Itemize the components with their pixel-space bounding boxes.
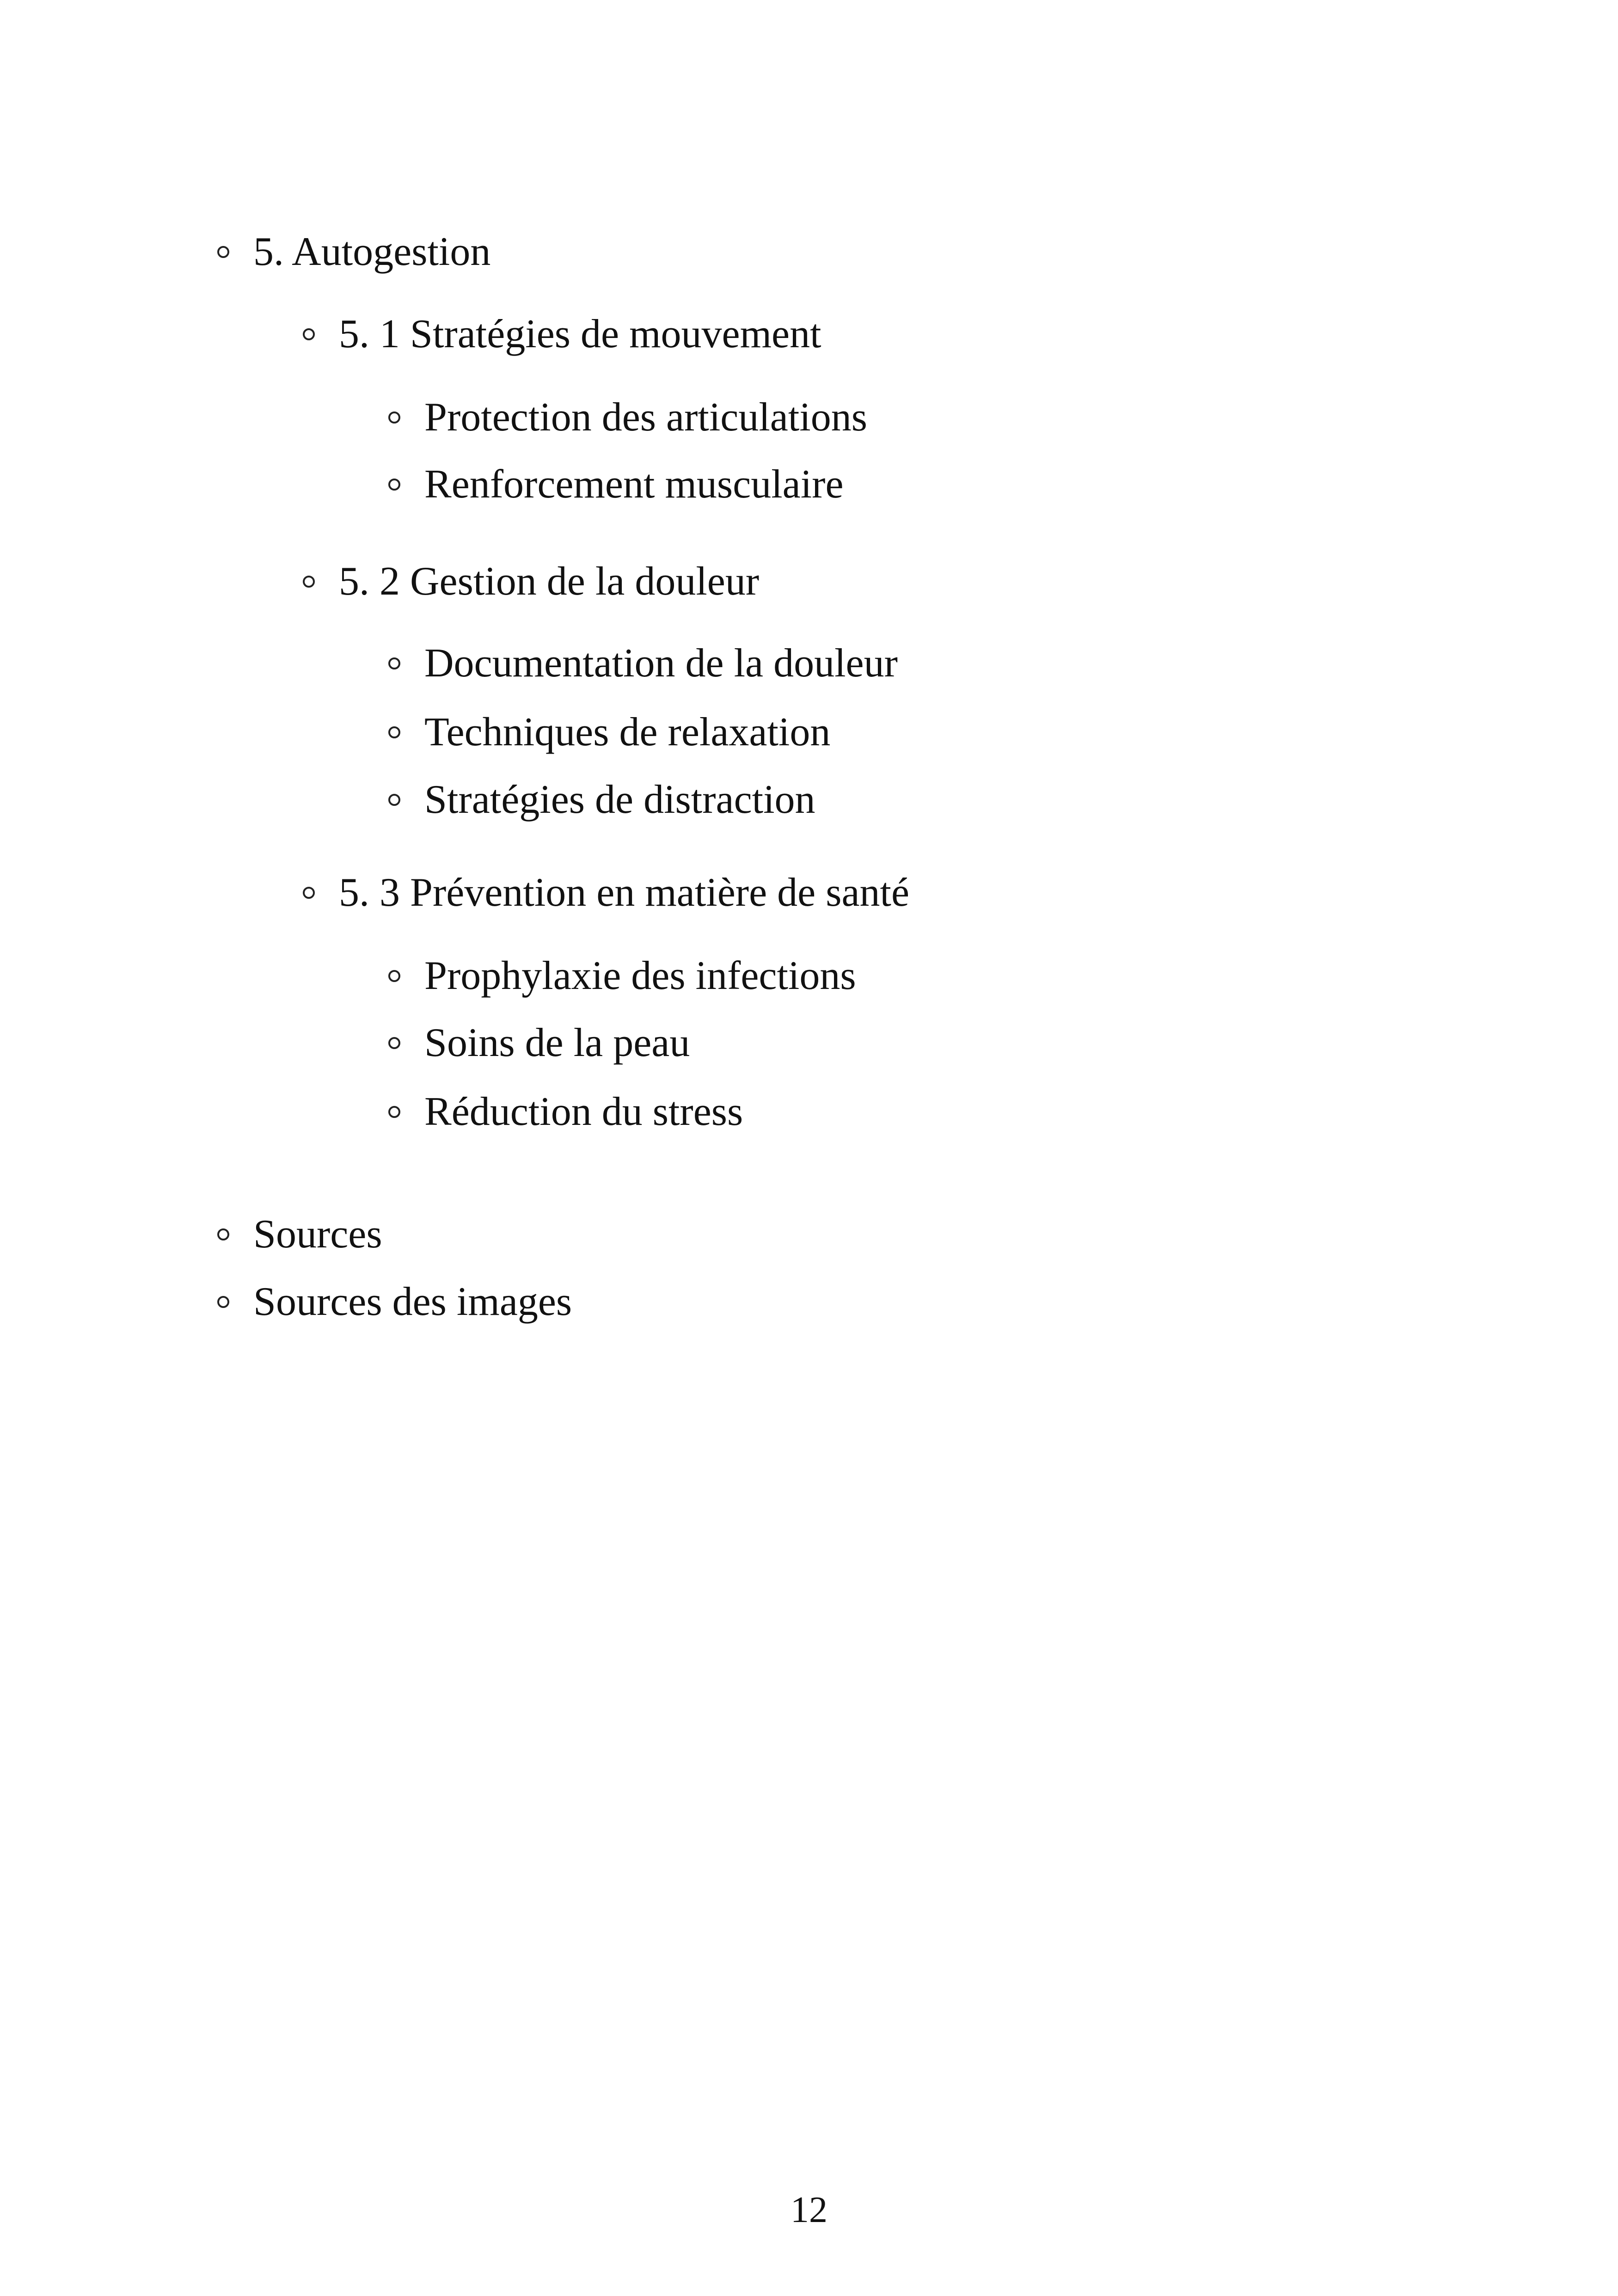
toc-item-techniques-relaxation[interactable] [388,707,830,758]
circle-bullet-icon [388,1106,400,1118]
toc-item-label: Sources [253,1212,382,1257]
toc-item-label: Sources des images [253,1279,572,1324]
circle-bullet-icon [388,970,400,982]
page-number: 12 [791,2190,827,2230]
toc-item-prophylaxie-infections[interactable] [388,951,856,1001]
circle-bullet-icon [217,1228,229,1240]
toc-item-strategies-distraction[interactable] [388,774,815,825]
toc-item-gestion-douleur[interactable] [303,556,759,607]
toc-item-strategies-mouvement[interactable] [303,309,821,360]
circle-bullet-icon [303,576,315,588]
toc-item-label: Documentation de la douleur [424,641,898,686]
toc-item-label: Réduction du stress [424,1089,743,1134]
toc-item-soins-peau[interactable] [388,1018,690,1068]
toc-item-label: Prophylaxie des infections [424,953,856,998]
toc-item-reduction-stress[interactable] [388,1087,743,1137]
toc-item-label: 5. 1 Stratégies de mouvement [339,312,821,356]
toc-item-label: Techniques de relaxation [424,710,831,755]
toc-item-protection-articulations[interactable] [388,392,867,443]
circle-bullet-icon [388,726,400,738]
circle-bullet-icon [303,328,315,340]
toc-item-label: Renforcement musculaire [424,462,844,507]
toc-item-label: Protection des articulations [424,395,867,440]
circle-bullet-icon [217,1296,229,1308]
toc-item-label: 5. 2 Gestion de la douleur [339,559,760,604]
toc-item-autogestion[interactable] [217,227,490,277]
toc-item-sources-images[interactable] [217,1277,572,1327]
circle-bullet-icon [217,246,229,258]
toc-item-label: Soins de la peau [424,1020,690,1065]
circle-bullet-icon [388,794,400,806]
circle-bullet-icon [303,887,315,899]
circle-bullet-icon [388,657,400,669]
toc-item-prevention-sante[interactable] [303,867,909,918]
toc-item-sources[interactable] [217,1209,382,1260]
toc-item-renforcement-musculaire[interactable] [388,459,844,510]
toc-item-label: 5. Autogestion [253,229,491,274]
toc-item-label: Stratégies de distraction [424,777,815,822]
circle-bullet-icon [388,411,400,424]
circle-bullet-icon [388,479,400,491]
circle-bullet-icon [388,1037,400,1049]
toc-item-documentation-douleur[interactable] [388,638,898,689]
toc-item-label: 5. 3 Prévention en matière de santé [339,870,910,915]
